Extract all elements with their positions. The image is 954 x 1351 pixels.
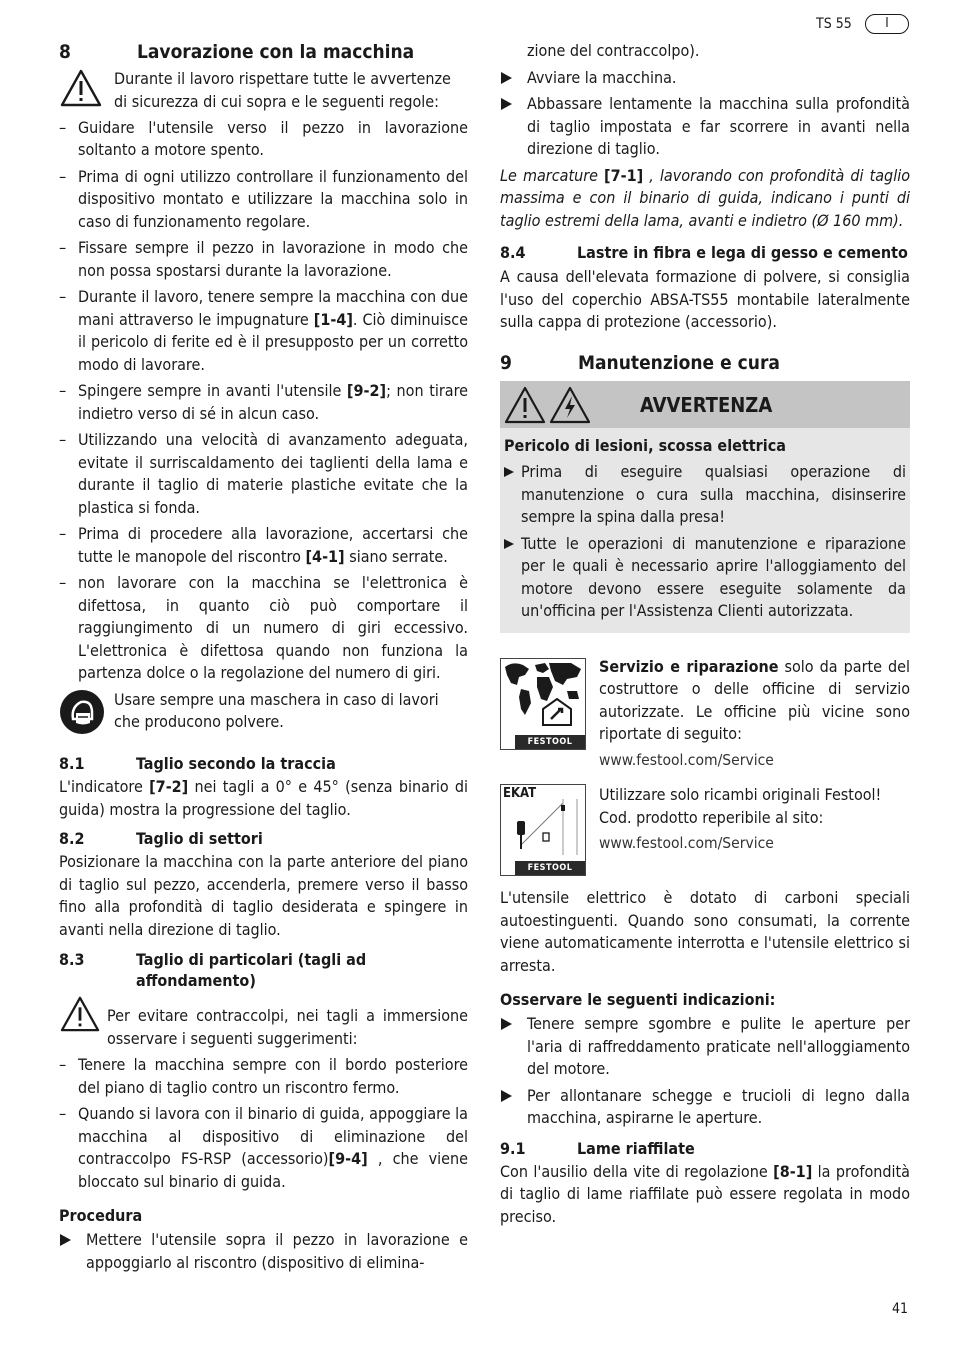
section-title: Lavorazione con la macchina bbox=[137, 41, 415, 63]
electric-hazard-icon bbox=[548, 385, 592, 432]
safety-rules-list bbox=[59, 117, 468, 685]
list-item: – Guidare l'utensile verso il pezzo in lavorazione soltanto a motore spento. bbox=[59, 117, 468, 162]
figure-reference: [9-2] bbox=[346, 381, 387, 400]
section-8-2-text: Posizionare la macchina con la parte anteriore del piano di taglio sul pezzo, accenderla, premere verso il basso fino alla profondità di taglio desiderata e spingere in avanti nella direzione di taglio. bbox=[59, 852, 468, 939]
figure-reference: [8-1] bbox=[773, 1161, 813, 1181]
procedure-list bbox=[59, 1229, 468, 1274]
general-warning bbox=[59, 68, 468, 115]
service-block bbox=[500, 658, 910, 772]
warning-list bbox=[504, 461, 906, 623]
section-8-1-text: L'indicatore [7-2] nei tagli a 0° e 45° (senza binario di guida) mostra la progressione del taglio. bbox=[59, 777, 469, 819]
arrow-bullet-icon bbox=[501, 1018, 512, 1030]
figure-reference: [9-4] bbox=[328, 1149, 368, 1168]
arrow-bullet-icon bbox=[501, 72, 512, 84]
right-column bbox=[500, 40, 910, 1228]
list-item: Abbassare lentamente la macchina sulla profondità di taglio impostata e far scorrere in avanti nella direzione di taglio. bbox=[500, 93, 910, 161]
procedure-list-continued bbox=[500, 40, 910, 161]
section-9-1-text: Con l'ausilio della vite di regolazione [8-1] la profondità di taglio di lame riaffilate può essere regolata in modo preciso. bbox=[500, 1161, 911, 1226]
list-item: Tenere sempre sgombre e pulite le aperture per l'aria di raffreddamento praticate nell'alloggiamento del motore. bbox=[500, 1013, 910, 1081]
section-8-heading bbox=[59, 40, 468, 64]
arrow-bullet-icon bbox=[501, 98, 512, 110]
figure-reference: [1-4] bbox=[313, 309, 353, 329]
ekat-label: EKAT bbox=[503, 786, 537, 801]
arrow-bullet-icon bbox=[504, 467, 514, 477]
section-title: Manutenzione e cura bbox=[578, 351, 780, 374]
language-badge: I bbox=[865, 14, 909, 34]
section-number: 8.2 bbox=[59, 829, 85, 848]
list-item: Mettere l'utensile sopra il pezzo in lavorazione e appoggiarlo al riscontro (dispositivo di elimina- bbox=[59, 1229, 468, 1274]
section-8-2-heading bbox=[59, 828, 468, 849]
list-item: – Spingere sempre in avanti l'utensile [9-2]; non tirare indietro verso di sé in alcun caso. bbox=[59, 380, 468, 425]
warning-box-body bbox=[500, 428, 910, 633]
spare-part-icon bbox=[501, 785, 585, 861]
service-image bbox=[500, 658, 586, 750]
section-8-3-heading bbox=[59, 949, 468, 991]
list-item: – Utilizzando una velocità di avanzamento adeguata, evitate il surriscaldamento dei taglienti della lama e durante il taglio di materie plastiche evitate che la plastica si fonda. bbox=[59, 429, 468, 519]
list-item: – Fissare sempre il pezzo in lavorazione in modo che non possa spostarsi durante la lavorazione. bbox=[59, 237, 468, 282]
carbon-brushes-text: L'utensile elettrico è dotato di carboni speciali autoestinguenti. Quando sono consumati, la corrente viene automaticamente interrotta e l'utensile elettrico si arresta. bbox=[500, 888, 910, 975]
warning-subtitle: Pericolo di lesioni, scossa elettrica bbox=[504, 435, 786, 455]
world-map-icon bbox=[501, 659, 585, 735]
list-item: Per allontanare schegge e trucioli di legno dalla macchina, aspirarne le aperture. bbox=[500, 1085, 910, 1130]
service-text: Servizio e riparazione solo da parte del costruttore o delle officine di servizio autorizzate. Le officine più vicine sono riportate di seguito: bbox=[599, 656, 910, 743]
section-number: 9.1 bbox=[500, 1138, 526, 1158]
observe-heading: Osservare le seguenti indicazioni: bbox=[500, 990, 776, 1009]
header-model: TS 55 bbox=[816, 16, 852, 32]
brand-label: FESTOOL bbox=[515, 735, 585, 749]
section-number: 8.3 bbox=[59, 950, 85, 969]
warning-triangle-icon bbox=[59, 68, 105, 115]
list-item: – Durante il lavoro, tenere sempre la macchina con due mani attraverso le impugnature [1-4]. Ciò diminuisce il pericolo di ferite ed è il presupposto per un corretto modo di lavorare. bbox=[59, 286, 468, 376]
figure-reference: [7-1] bbox=[604, 165, 644, 185]
warning-triangle-icon bbox=[59, 995, 103, 1035]
kickback-warning bbox=[59, 995, 468, 1050]
list-item: Avviare la macchina. bbox=[500, 67, 910, 90]
arrow-bullet-icon bbox=[501, 1090, 512, 1102]
section-9-heading bbox=[500, 351, 910, 375]
arrow-bullet-icon bbox=[504, 539, 514, 549]
page-number: 41 bbox=[892, 1301, 909, 1317]
section-title: Lame riaffilate bbox=[577, 1138, 695, 1158]
warning-box-title: AVVERTENZA bbox=[640, 392, 773, 417]
section-title: Lastre in fibra e lega di gesso e cemento bbox=[577, 243, 908, 262]
list-item: – non lavorare con la macchina se l'elettronica è difettosa, in quanto ciò può comportare il raggiungimento di un numero di giri eccessivo. L'elettronica è difettosa quando non funziona la partenza dolce o la regolazione del numero di giri. bbox=[59, 572, 468, 685]
kickback-warning-text: Per evitare contraccolpi, nei tagli a immersione osservare i seguenti suggerimenti: bbox=[107, 1006, 468, 1048]
warning-text: Durante il lavoro rispettare tutte le avvertenze di sicurezza di cui sopra e le seguenti regole: bbox=[114, 69, 451, 111]
figure-reference: [7-2] bbox=[149, 777, 189, 796]
section-number: 9 bbox=[500, 351, 512, 374]
spare-parts-block bbox=[500, 784, 910, 876]
brand-label: FESTOOL bbox=[515, 861, 585, 875]
procedure-heading: Procedura bbox=[59, 1206, 143, 1225]
left-column bbox=[59, 40, 468, 1278]
markings-note: Le marcature [7-1] , lavorando con profondità di taglio massima e con il binario di guida, indicano i punti di taglio estremi della lama, avanti e indietro (Ø 160 mm). bbox=[500, 165, 910, 230]
mask-note-text: Usare sempre una maschera in caso di lavori che producono polvere. bbox=[114, 689, 439, 731]
spare-parts-text-block bbox=[599, 784, 910, 876]
section-title: Taglio secondo la traccia bbox=[136, 754, 336, 773]
section-number: 8.4 bbox=[500, 243, 526, 262]
section-number: 8.1 bbox=[59, 754, 85, 773]
list-item: Tutte le operazioni di manutenzione e riparazione per le quali è necessario aprire l'alloggiamento del motore devono essere eseguite solamente da un'officina per l'Assistenza Clienti autorizzata. bbox=[504, 533, 906, 623]
warning-box-header bbox=[500, 381, 910, 428]
section-title: Taglio di particolari (tagli ad affondamento) bbox=[136, 950, 367, 990]
section-8-4-heading bbox=[500, 242, 910, 263]
dust-mask-icon bbox=[59, 689, 105, 742]
section-9-1-heading bbox=[500, 1138, 910, 1159]
spare-parts-text: Utilizzare solo ricambi originali Festool! Cod. prodotto reperibile al sito: bbox=[599, 785, 882, 827]
section-8-4-text: A causa dell'elevata formazione di polvere, si consiglia l'uso del coperchio ABSA-TS55 montabile lateralmente sulla cappa di protezione (accessorio). bbox=[500, 267, 910, 331]
mask-note bbox=[59, 689, 468, 742]
service-text-block bbox=[599, 658, 910, 772]
arrow-bullet-icon bbox=[60, 1234, 71, 1246]
list-item-continued: zione del contraccolpo). bbox=[527, 41, 700, 60]
list-item: – Prima di ogni utilizzo controllare il funzionamento del dispositivo montato e utilizzare la macchina solo in caso di funzionamento regolare. bbox=[59, 166, 468, 234]
figure-reference: [4-1] bbox=[305, 546, 345, 566]
list-item: – Prima di procedere alla lavorazione, accertarsi che tutte le manopole del riscontro [4-1] siano serrate. bbox=[59, 523, 468, 568]
warning-triangle-icon bbox=[503, 385, 547, 432]
kickback-tips-list bbox=[59, 1054, 468, 1193]
section-number: 8 bbox=[59, 41, 71, 63]
observe-list bbox=[500, 1013, 910, 1130]
spare-parts-image bbox=[500, 784, 586, 876]
list-item: – Tenere la macchina sempre con il bordo posteriore del piano di taglio contro un riscontro fermo. bbox=[59, 1054, 468, 1099]
section-title: Taglio di settori bbox=[136, 829, 263, 848]
spare-parts-url[interactable]: www.festool.com/Service bbox=[599, 834, 774, 852]
list-item: Prima di eseguire qualsiasi operazione di manutenzione o cura sulla macchina, disinserire sempre la spina dalla presa! bbox=[504, 461, 906, 529]
section-8-1-heading bbox=[59, 753, 468, 774]
service-url[interactable]: www.festool.com/Service bbox=[599, 750, 774, 769]
warning-box bbox=[500, 381, 910, 633]
list-item: – Quando si lavora con il binario di guida, appoggiare la macchina al dispositivo di eliminazione del contraccolpo FS-RSP (accessorio)[9-4] , che viene bloccato sul binario di guida. bbox=[59, 1103, 468, 1193]
